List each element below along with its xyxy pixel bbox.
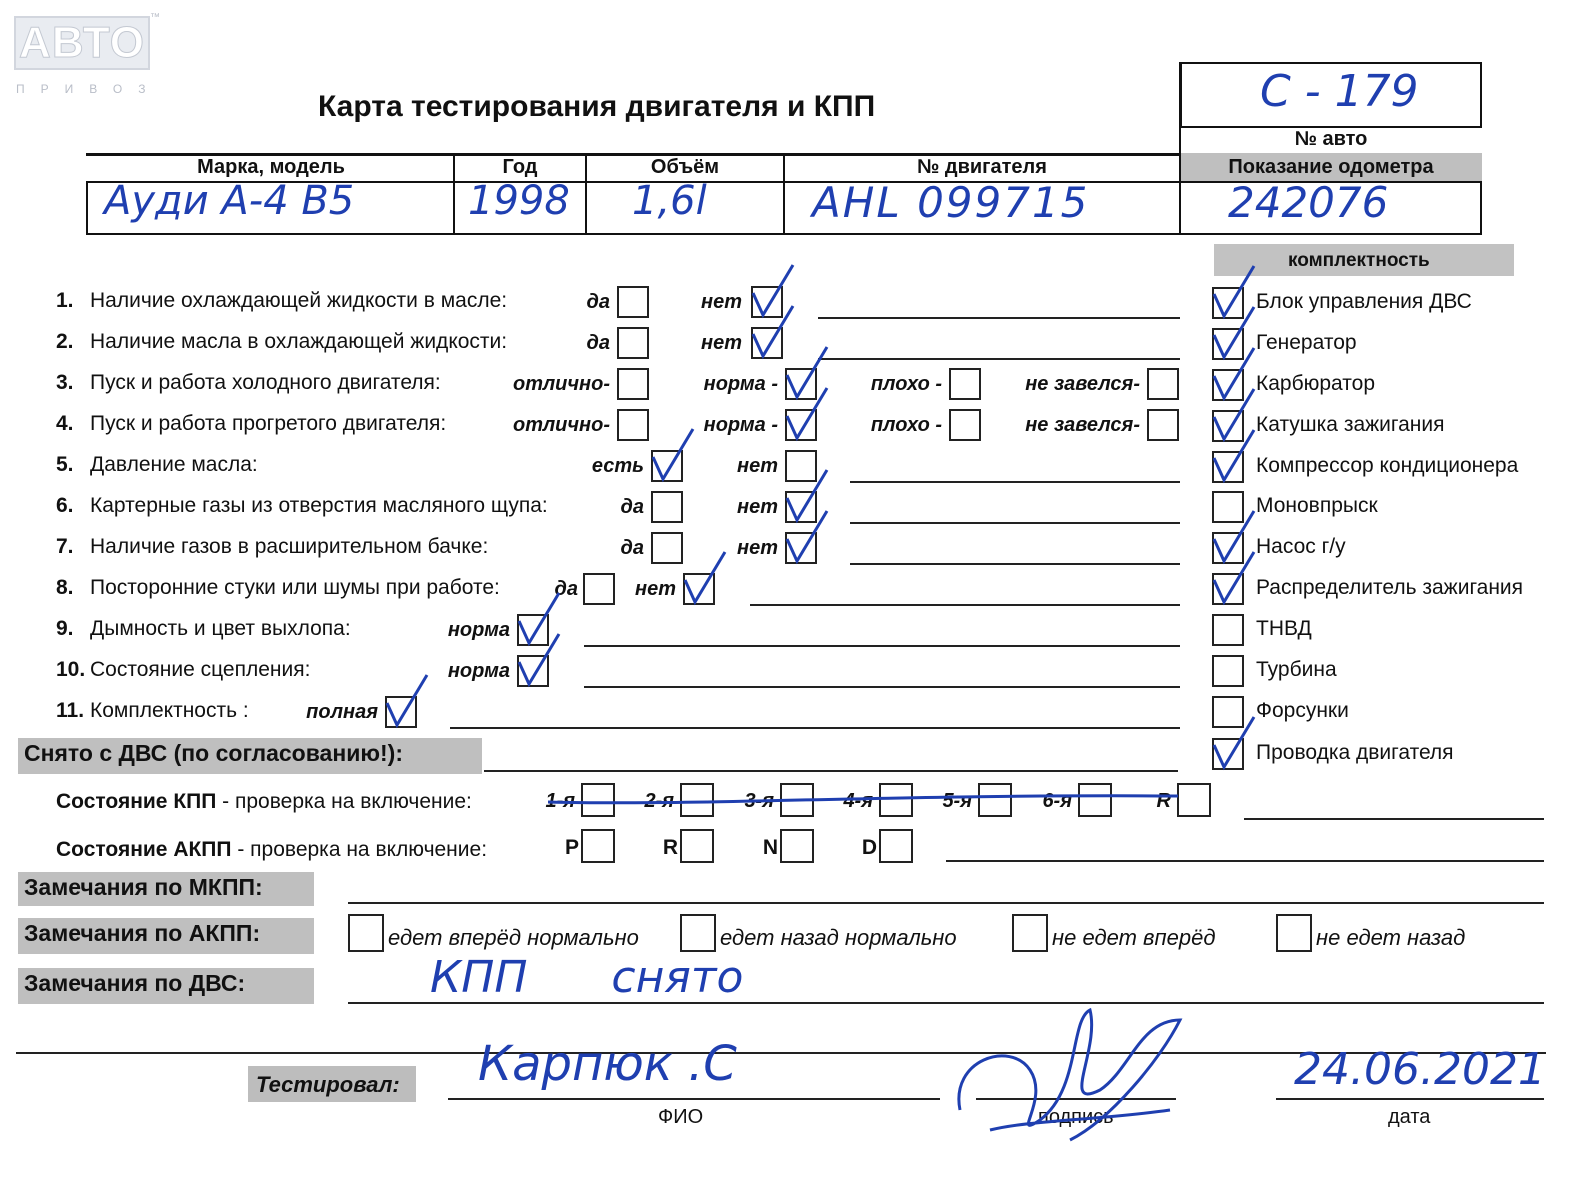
col-divider xyxy=(453,153,455,235)
kit-checkbox[interactable] xyxy=(1212,655,1244,687)
kit-check-mark xyxy=(1208,715,1268,771)
check-row-line xyxy=(818,358,1180,360)
akpp-label-bold: Состояние АКПП xyxy=(56,838,232,861)
kit-item-label: Распределитель зажигания xyxy=(1256,576,1524,599)
make-value: Ауди А-4 В5 xyxy=(104,178,355,224)
check-row-number: 3. xyxy=(56,371,74,394)
check-row-number: 8. xyxy=(56,576,74,599)
check-row-line xyxy=(450,727,1180,729)
gears-strike-line xyxy=(548,790,1188,810)
check-row-number: 4. xyxy=(56,412,74,435)
signature-mark xyxy=(950,1000,1210,1150)
engine-value: AHL 099715 xyxy=(812,178,1090,227)
col-divider xyxy=(585,153,587,235)
volume-value: 1,6l xyxy=(632,178,707,224)
check-option-box[interactable] xyxy=(1147,368,1179,400)
car-number-label: № авто xyxy=(1294,128,1368,150)
akpp-remark-label: не едет вперёд xyxy=(1052,925,1216,950)
check-option-label: норма - xyxy=(703,373,778,395)
check-option-label: отлично- xyxy=(512,373,610,395)
remarks-mkpp-line xyxy=(348,902,1544,904)
kit-item-label: Проводка двигателя xyxy=(1256,741,1454,764)
check-option-label: да xyxy=(586,291,610,313)
check-option-label: плохо - xyxy=(870,414,942,436)
car-number-box xyxy=(1180,62,1482,128)
kit-item-label: Блок управления ДВС xyxy=(1256,290,1472,313)
check-mark xyxy=(647,427,707,483)
check-option-label: норма xyxy=(447,660,510,682)
check-row-label: Картерные газы из отверстия масляного щупа: xyxy=(90,494,548,517)
kit-item-label: Генератор xyxy=(1256,331,1357,354)
col-divider xyxy=(783,153,785,235)
fio-caption: ФИО xyxy=(658,1106,704,1128)
akpp-mode-checkbox[interactable] xyxy=(680,829,714,863)
check-row-label: Состояние сцепления: xyxy=(90,658,311,681)
odometer-value: 242076 xyxy=(1228,178,1389,227)
check-mark xyxy=(781,386,841,442)
akpp-mode-label: N xyxy=(762,836,778,859)
header-make: Марка, модель xyxy=(197,156,345,178)
check-option-label: нет xyxy=(635,578,676,600)
header-odometer: Показание одометра xyxy=(1228,156,1434,178)
check-row-line xyxy=(750,604,1180,606)
remarks-dvs-text: КПП снято xyxy=(430,952,744,1003)
kit-checkbox[interactable] xyxy=(1212,614,1244,646)
check-row-label: Дымность и цвет выхлопа: xyxy=(90,617,351,640)
logo-brand: АВТО xyxy=(14,16,150,70)
check-option-label: норма - xyxy=(703,414,778,436)
akpp-remark-checkbox[interactable] xyxy=(348,914,384,952)
check-row-line xyxy=(818,317,1180,319)
gear-label: 3-я xyxy=(744,790,774,812)
kit-item-label: Катушка зажигания xyxy=(1256,413,1445,436)
check-option-box[interactable] xyxy=(651,491,683,523)
gear-label: 6-я xyxy=(1042,790,1072,812)
page-title: Карта тестирования двигателя и КПП xyxy=(318,90,876,123)
akpp-line xyxy=(946,860,1544,862)
akpp-mode-label: D xyxy=(861,836,877,859)
check-option-box[interactable] xyxy=(583,573,615,605)
fio-line xyxy=(448,1098,940,1100)
logo-tm: ™ xyxy=(150,12,160,23)
check-option-label: да xyxy=(620,537,644,559)
check-mark xyxy=(513,632,573,688)
akpp-remark-label: едет назад нормально xyxy=(720,925,957,950)
akpp-mode-label: P xyxy=(564,836,579,859)
check-row-label: Пуск и работа холодного двигателя: xyxy=(90,371,441,394)
check-row-label: Наличие масла в охлаждающей жидкости: xyxy=(90,330,508,353)
check-option-label: не завелся- xyxy=(1025,373,1140,395)
gear-label: 5-я xyxy=(942,790,972,812)
kpp-label xyxy=(56,790,472,814)
check-option-label: не завелся- xyxy=(1025,414,1140,436)
check-option-label: да xyxy=(554,578,578,600)
kpp-label-bold: Состояние КПП xyxy=(56,790,217,813)
kit-item-label: Насос г/у xyxy=(1256,535,1346,558)
akpp-label xyxy=(56,838,487,862)
check-option-label: нет xyxy=(737,537,778,559)
col-divider xyxy=(1179,62,1181,235)
date-caption: дата xyxy=(1388,1106,1431,1128)
gear-label: 4-я xyxy=(843,790,873,812)
check-option-label: полная xyxy=(306,701,378,723)
kpp-label-rest: - проверка на включение: xyxy=(216,790,472,813)
check-row-number: 5. xyxy=(56,453,74,476)
akpp-mode-checkbox[interactable] xyxy=(780,829,814,863)
year-value: 1998 xyxy=(468,178,570,224)
check-row-line xyxy=(850,563,1180,565)
car-number-value: C - 179 xyxy=(1260,66,1419,117)
test-date: 24.06.2021 xyxy=(1294,1044,1546,1095)
check-option-box[interactable] xyxy=(1147,409,1179,441)
kit-item-label: Форсунки xyxy=(1256,699,1349,722)
kit-check-mark xyxy=(1208,428,1268,484)
akpp-label-rest: - проверка на включение: xyxy=(231,838,488,861)
header-volume: Объём xyxy=(650,156,720,178)
akpp-mode-checkbox[interactable] xyxy=(879,829,913,863)
kit-item-label: Моновпрыск xyxy=(1256,494,1378,517)
remarks-mkpp-label: Замечания по МКПП: xyxy=(18,872,314,906)
remarks-dvs-label: Замечания по ДВС: xyxy=(18,968,314,1004)
check-option-box[interactable] xyxy=(617,368,649,400)
akpp-mode-label: R xyxy=(662,836,678,859)
check-mark xyxy=(781,509,841,565)
check-row-label: Наличие охлаждающей жидкости в масле: xyxy=(90,289,508,312)
check-row-number: 2. xyxy=(56,330,74,353)
sign-caption: подпись xyxy=(1038,1106,1114,1128)
kit-item-label: ТНВД xyxy=(1256,617,1312,640)
check-row-label: Наличие газов в расширительном бачке: xyxy=(90,535,489,558)
check-row-number: 1. xyxy=(56,289,74,312)
check-row-number: 10. xyxy=(56,658,86,681)
check-option-box[interactable] xyxy=(617,409,649,441)
check-option-label: отлично- xyxy=(512,414,610,436)
akpp-remark-checkbox[interactable] xyxy=(1276,914,1312,952)
check-option-label: норма xyxy=(447,619,510,641)
kit-item-label: Турбина xyxy=(1256,658,1337,681)
kit-item-label: Компрессор кондиционера xyxy=(1256,454,1519,477)
check-row-label: Посторонние стуки или шумы при работе: xyxy=(90,576,500,599)
gear-label: R xyxy=(1156,790,1171,812)
check-row-line xyxy=(850,481,1180,483)
check-option-label: есть xyxy=(591,455,644,477)
kit-title: комплектность xyxy=(1288,250,1430,271)
removed-label: Снято с ДВС (по согласованию!): xyxy=(18,738,482,774)
check-row-line xyxy=(584,645,1180,647)
check-row-number: 9. xyxy=(56,617,74,640)
check-option-label: нет xyxy=(701,332,742,354)
check-option-label: нет xyxy=(701,291,742,313)
header-engine: № двигателя xyxy=(917,156,1047,178)
header-year: Год xyxy=(502,156,538,178)
brand-logo xyxy=(14,12,162,96)
check-row-number: 11. xyxy=(56,699,85,722)
check-row-number: 7. xyxy=(56,535,74,558)
tested-label: Тестировал: xyxy=(248,1066,416,1102)
removed-line xyxy=(484,770,1178,772)
check-row-label: Пуск и работа прогретого двигателя: xyxy=(90,412,447,435)
akpp-remark-checkbox[interactable] xyxy=(1012,914,1048,952)
kit-check-mark xyxy=(1208,550,1268,606)
check-row-label: Давление масла: xyxy=(90,453,258,476)
akpp-remark-label: едет вперёд нормально xyxy=(388,925,639,950)
remarks-akpp-label: Замечания по АКПП: xyxy=(18,918,314,954)
check-option-box[interactable] xyxy=(617,286,649,318)
logo-sub: ПРИВОЗ xyxy=(16,82,162,96)
check-row-number: 6. xyxy=(56,494,74,517)
check-option-box[interactable] xyxy=(949,409,981,441)
date-line xyxy=(1276,1098,1544,1100)
tester-name: Карпюк .С xyxy=(478,1036,737,1092)
check-option-label: да xyxy=(586,332,610,354)
check-option-label: нет xyxy=(737,496,778,518)
check-row-label: Комплектность : xyxy=(90,699,249,722)
check-option-box[interactable] xyxy=(949,368,981,400)
gear-label: 2-я xyxy=(644,790,674,812)
kit-item-label: Карбюратор xyxy=(1256,372,1376,395)
check-option-label: нет xyxy=(737,455,778,477)
akpp-remark-checkbox[interactable] xyxy=(680,914,716,952)
check-option-box[interactable] xyxy=(617,327,649,359)
check-row-line xyxy=(584,686,1180,688)
akpp-remark-label: не едет назад xyxy=(1316,925,1466,950)
kpp-line xyxy=(1244,818,1544,820)
akpp-mode-checkbox[interactable] xyxy=(581,829,615,863)
check-mark xyxy=(381,673,441,729)
check-mark xyxy=(679,550,739,606)
check-option-label: плохо - xyxy=(870,373,942,395)
check-row-line xyxy=(850,522,1180,524)
gear-label: 1-я xyxy=(545,790,575,812)
check-option-label: да xyxy=(620,496,644,518)
